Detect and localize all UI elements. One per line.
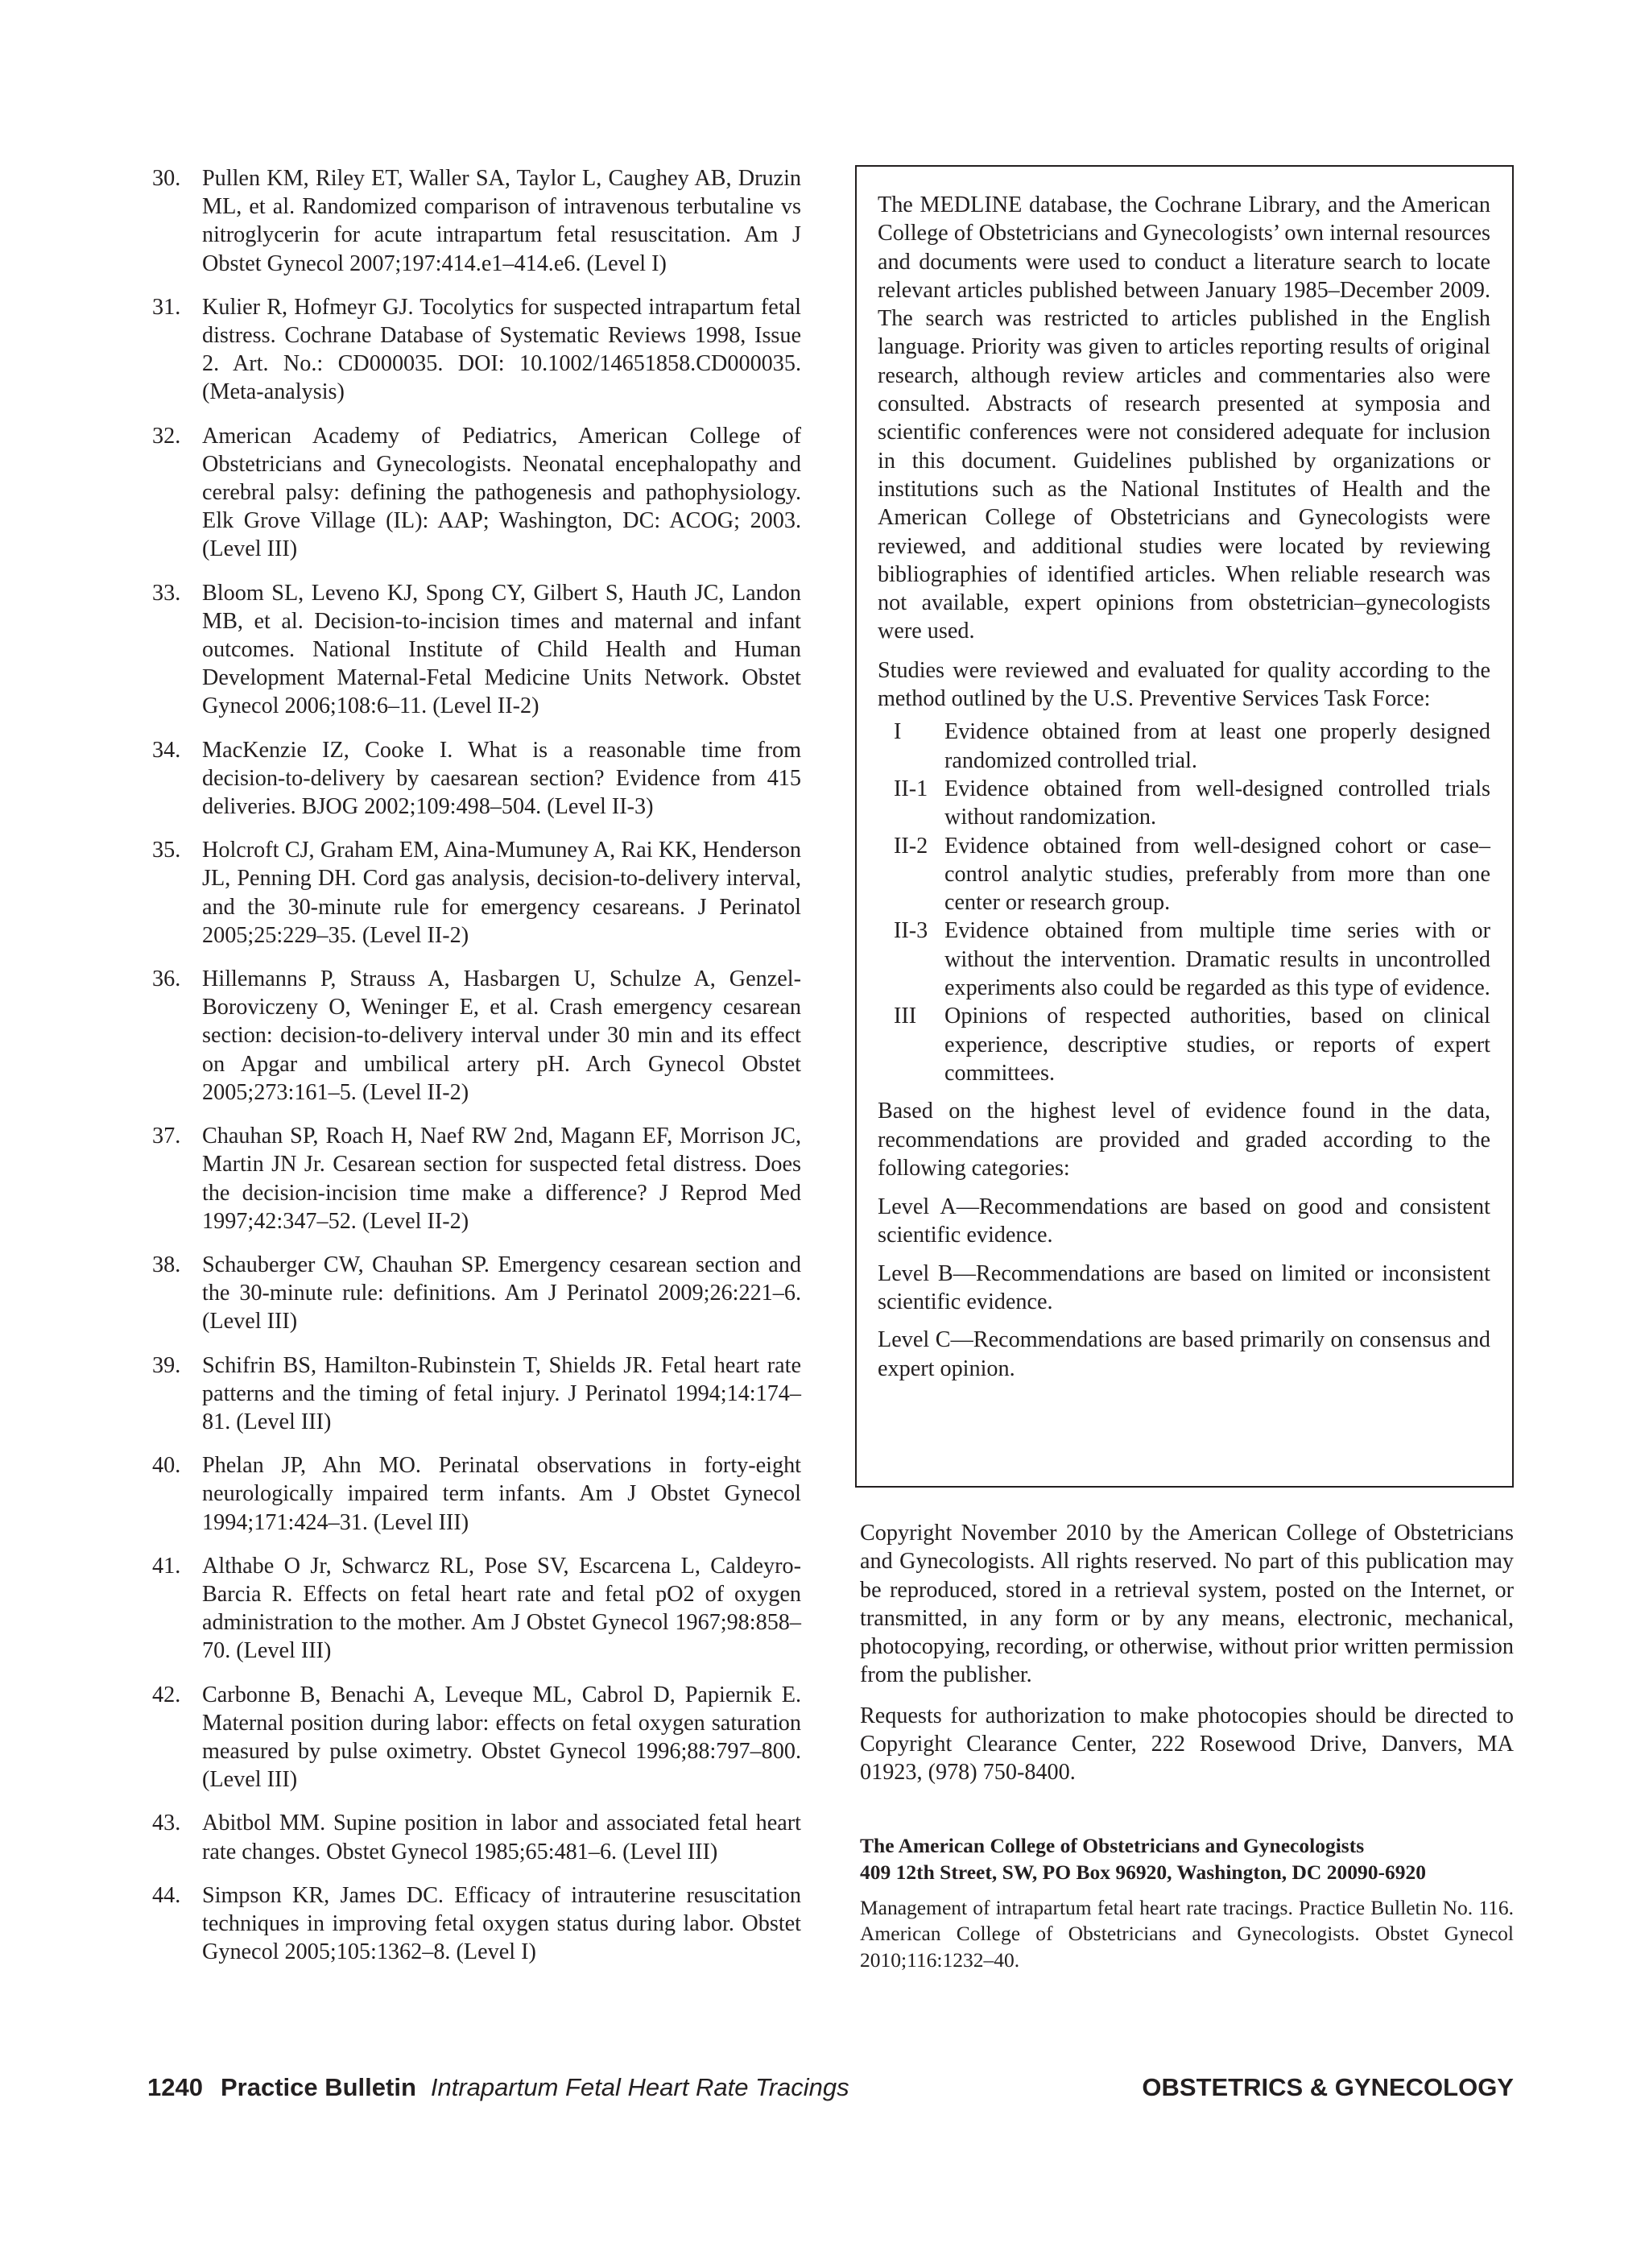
reference-item [147, 579, 801, 721]
reference-text: Phelan JP, Ahn MO. Perinatal observations in forty-eight neurologically impaired term infants. Am J Obstet Gynecol 1994;171:424–31. (Level III) [202, 1453, 801, 1535]
reference-number: 43. [152, 1811, 181, 1836]
reference-item [147, 1681, 801, 1794]
reference-number: 37. [152, 1124, 181, 1149]
reference-item [147, 965, 801, 1107]
publisher-address: 409 12th Street, SW, PO Box 96920, Washington, DC 20090-6920 [860, 1860, 1426, 1884]
reference-item [147, 1251, 801, 1336]
studies-intro: Studies were reviewed and evaluated for quality according to the method outlined by the U.S. Preventive Services Task Force: [878, 657, 1490, 712]
evidence-level-text: Evidence obtained from multiple time series with or without the intervention. Dramatic results in uncontrolled experiments also could be regarded as this type of evidence. [944, 918, 1490, 1001]
reference-item [147, 736, 801, 822]
reference-number: 40. [152, 1453, 181, 1479]
reference-item [147, 1351, 801, 1437]
reference-text: Schauberger CW, Chauhan SP. Emergency cesarean section and the 30-minute rule: definitions. Am J Perinatol 2009;26:221–6. (Level III) [202, 1252, 801, 1335]
publisher-name: The American College of Obstetricians and Gynecologists [860, 1833, 1365, 1857]
reference-item [147, 293, 801, 407]
copyright-notice: Copyright November 2010 by the American College of Obstetricians and Gynecologists. All rights reserved. No part of this publication may be reproduced, stored in a retrieval system, posted on the Internet, or transmitted, in any form or by any means, electronic, mechanical, photocopying, recording, or otherwise, without prior written permission from the publisher. [860, 1521, 1514, 1688]
reference-item [147, 1552, 801, 1666]
reference-number: 36. [152, 966, 181, 992]
reference-text: Pullen KM, Riley ET, Waller SA, Taylor L, Caughey AB, Druzin ML, et al. Randomized comparison of intravenous terbutaline vs nitroglycerin for acute intrapartum fetal resuscitation. Am J Obstet Gynecol 2007;197:414.e1–414.e6. (Level I) [202, 166, 801, 276]
reference-item [147, 164, 801, 278]
reference-text: Hillemanns P, Strauss A, Hasbargen U, Schulze A, Genzel-Boroviczeny O, Weninger E, et al. Crash emergency cesarean section: decision-to-delivery interval under 30 min and its effect on Apgar and umbilical artery pH. Arch Gynecol Obstet 2005;273:161–5. (Level II-2) [202, 966, 801, 1105]
series-label: Practice Bulletin [220, 2073, 416, 2101]
reference-text: American Academy of Pediatrics, American College of Obstetricians and Gynecologists. Neonatal encephalopathy and cerebral palsy: defining the pathogenesis and pathophysiology. Elk Grove Village (IL): AAP; Washington, DC: ACOG; 2003. (Level III) [202, 423, 801, 562]
reference-text: Simpson KR, James DC. Efficacy of intrauterine resuscitation techniques in improving fetal oxygen status during labor. Obstet Gynecol 2005;105:1362–8. (Level I) [202, 1882, 801, 1965]
reference-text: Chauhan SP, Roach H, Naef RW 2nd, Magann EF, Morrison JC, Martin JN Jr. Cesarean section for suspected fetal distress. Does the decision-incision time make a difference? J Reprod Med 1997;42:347–52. (Level II-2) [202, 1124, 801, 1234]
reference-text: Schifrin BS, Hamilton-Rubinstein T, Shields JR. Fetal heart rate patterns and the timing of fetal injury. J Perinatol 1994;14:174–81. (Level III) [202, 1352, 801, 1434]
evidence-level-text: Evidence obtained from well-designed cohort or case–control analytic studies, preferably from more than one center or research group. [944, 833, 1490, 916]
citation-text: Management of intrapartum fetal heart rate tracings. Practice Bulletin No. 116. American College of Obstetricians and Gynecologists. Obstet Gynecol 2010;116:1232–40. [860, 1895, 1514, 1972]
reference-text: Bloom SL, Leveno KJ, Spong CY, Gilbert S, Hauth JC, Landon MB, et al. Decision-to-incision times and maternal and infant outcomes. National Institute of Child Health and Human Development Maternal-Fetal Medicine Units Network. Obstet Gynecol 2006;108:6–11. (Level II-2) [202, 580, 801, 719]
reference-text: Carbonne B, Benachi A, Leveque ML, Cabrol D, Papiernik E. Maternal position during labor: effects on fetal oxygen saturation measured by pulse oximetry. Obstet Gynecol 1996;88:797–800. (Level III) [202, 1682, 801, 1793]
reference-number: 32. [152, 423, 181, 449]
evidence-level-item [878, 718, 1490, 775]
reference-item [147, 836, 801, 950]
methodology-box [855, 165, 1514, 1488]
evidence-level-text: Evidence obtained from well-designed controlled trials without randomization. [944, 776, 1490, 830]
reference-number: 41. [152, 1553, 181, 1579]
evidence-level-text: Evidence obtained from at least one properly designed randomized controlled trial. [944, 719, 1490, 773]
reference-number: 33. [152, 580, 181, 606]
reference-number: 31. [152, 294, 181, 320]
running-title: Intrapartum Fetal Heart Rate Tracings [430, 2073, 849, 2101]
evidence-level-code: II-2 [894, 833, 928, 859]
evidence-level-code: I [894, 719, 902, 745]
reference-number: 35. [152, 838, 181, 863]
reference-number: 38. [152, 1252, 181, 1277]
reference-text: Althabe O Jr, Schwarcz RL, Pose SV, Escarcena L, Caldeyro-Barcia R. Effects on fetal heart rate and fetal pO2 of oxygen administration to the mother. Am J Obstet Gynecol 1967;98:858–70. (Level III) [202, 1553, 801, 1664]
recommendation-level-b: Level B—Recommendations are based on limited or inconsistent scientific evidence. [878, 1260, 1490, 1314]
reference-list [147, 164, 801, 1981]
reference-text: Holcroft CJ, Graham EM, Aina-Mumuney A, Rai KK, Henderson JL, Penning DH. Cord gas analysis, decision-to-delivery interval, and the 30-minute rule for emergency cesareans. J Perinatol 2005;25:229–35. (Level II-2) [202, 838, 801, 948]
evidence-level-text: Opinions of respected authorities, based on clinical experience, descriptive studies, or reports of expert committees. [944, 1004, 1490, 1086]
grading-intro: Based on the highest level of evidence found in the data, recommendations are provided and graded according to the following categories: [878, 1099, 1490, 1181]
reference-number: 30. [152, 166, 181, 191]
reference-number: 44. [152, 1882, 181, 1908]
reference-text: Abitbol MM. Supine position in labor and associated fetal heart rate changes. Obstet Gynecol 1985;65:481–6. (Level III) [202, 1811, 801, 1864]
page-footer [147, 2073, 1514, 2109]
reference-item [147, 1451, 801, 1537]
evidence-level-code: II-1 [894, 776, 928, 801]
copyright-section [860, 1519, 1514, 1973]
reference-number: 34. [152, 737, 181, 763]
evidence-level-code: II-3 [894, 918, 928, 944]
evidence-level-item [878, 917, 1490, 1002]
reference-text: MacKenzie IZ, Cooke I. What is a reasonable time from decision-to-delivery by caesarean section? Evidence from 415 deliveries. BJOG 2002;109:498–504. (Level II-3) [202, 737, 801, 820]
page-number: 1240 [147, 2073, 203, 2101]
recommendation-level-a: Level A—Recommendations are based on good and consistent scientific evidence. [878, 1194, 1490, 1248]
photocopy-requests: Requests for authorization to make photocopies should be directed to Copyright Clearance Center, 222 Rosewood Drive, Danvers, MA 01923, (978) 750-8400. [860, 1703, 1514, 1786]
reference-number: 42. [152, 1682, 181, 1707]
publisher-block [860, 1832, 1514, 1974]
evidence-level-list [878, 718, 1490, 1087]
evidence-level-item [878, 832, 1490, 917]
evidence-level-item [878, 775, 1490, 832]
reference-text: Kulier R, Hofmeyr GJ. Tocolytics for suspected intrapartum fetal distress. Cochrane Database of Systematic Reviews 1998, Issue 2. Art. No.: CD000035. DOI: 10.1002/14651858.CD000035. (Meta-analysis) [202, 294, 801, 405]
reference-item [147, 422, 801, 564]
methodology-intro: The MEDLINE database, the Cochrane Library, and the American College of Obstetricians and Gynecologists’ own internal resources and documents were used to conduct a literature search to locate relevant articles published between January 1985–December 2009. The search was restricted to articles published in the English language. Priority was given to articles reporting results of original research, although review articles and commentaries also were consulted. Abstracts of research presented at symposia and scientific conferences were not considered adequate for inclusion in this document. Guidelines published by organizations or institutions such as the National Institutes of Health and the American College of Obstetricians and Gynecologists were reviewed, and additional studies were located by reviewing bibliographies of identified articles. When reliable research was not available, expert opinions from obstetrician–gynecologists were used. [878, 192, 1490, 644]
reference-item [147, 1122, 801, 1235]
journal-name: OBSTETRICS & GYNECOLOGY [1142, 2073, 1514, 2101]
evidence-level-code: III [894, 1004, 917, 1029]
reference-item [147, 1809, 801, 1865]
recommendation-level-c: Level C—Recommendations are based primarily on consensus and expert opinion. [878, 1327, 1490, 1381]
evidence-level-item [878, 1002, 1490, 1087]
reference-number: 39. [152, 1352, 181, 1378]
reference-item [147, 1881, 801, 1967]
